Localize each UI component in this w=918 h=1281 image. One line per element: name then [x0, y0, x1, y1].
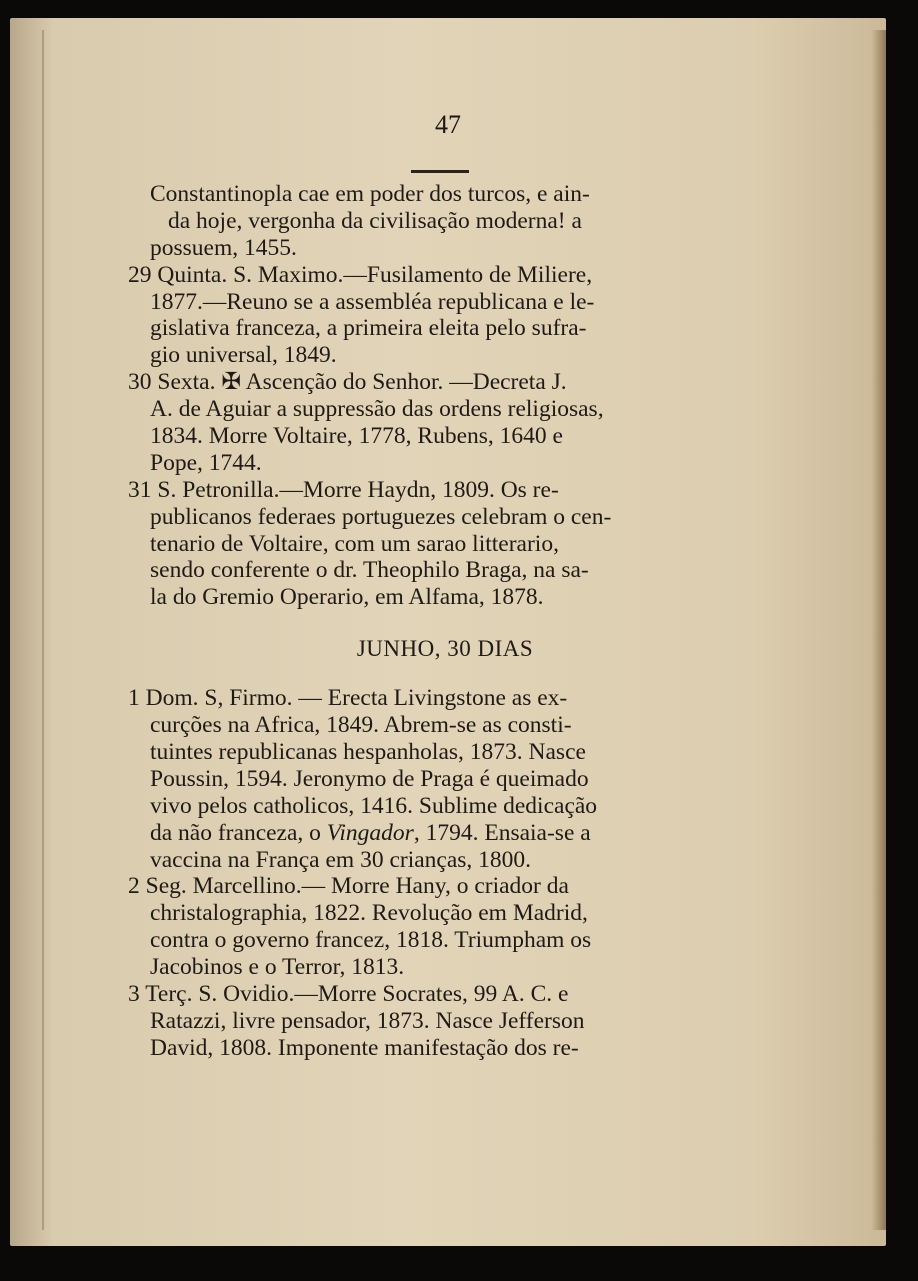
vingador-title: Vingador [326, 819, 414, 846]
text-line: vivo pelos catholicos, 1416. Sublime dedicação [150, 792, 598, 819]
month-heading: JUNHO, 30 DIAS [356, 636, 534, 662]
page-text [128, 181, 750, 1062]
book-page [10, 18, 886, 1246]
text-line: la do Gremio Operario, em Alfama, 1878. [150, 584, 544, 611]
text-line: A. de Aguiar a suppressão das ordens religiosas, [150, 396, 604, 423]
page-number: 47 [435, 110, 461, 139]
text-segment: , 1794. Ensaia-se a [413, 819, 591, 846]
spacer [150, 677, 750, 685]
text-line: tenario de Voltaire, com um sarao litterario, [150, 530, 559, 557]
text-line: Ratazzi, livre pensador, 1873. Nasce Jefferson [150, 1007, 585, 1034]
text-line: curções na Africa, 1849. Abrem-se as consti- [150, 712, 572, 739]
calendar-entry-1: 1 Dom. S, Firmo. — Erecta Livingstone as ex- [128, 685, 568, 712]
text-line: Poussin, 1594. Jeronymo de Praga é queimado [150, 765, 589, 792]
text-line: possuem, 1455. [150, 234, 297, 261]
text-line: vaccina na França em 30 crianças, 1800. [150, 846, 532, 873]
text-line: 1877.—Reuno se a assembléa republicana e le- [150, 288, 595, 315]
calendar-entry-31: 31 S. Petronilla.—Morre Haydn, 1809. Os re- [128, 476, 559, 503]
calendar-entry-29: 29 Quinta. S. Maximo.—Fusilamento de Miliere, [128, 261, 593, 288]
text-segment: da não franceza, o [150, 819, 321, 846]
calendar-entry-30: 30 Sexta. ✠ Ascenção do Senhor. —Decreta J. [128, 369, 567, 396]
text-line: Constantinopla cae em poder dos turcos, e ain- [150, 181, 590, 207]
text-line: 1834. Morre Voltaire, 1778, Rubens, 1640 e [150, 423, 563, 450]
header-rule [411, 170, 469, 173]
text-line: contra o governo francez, 1818. Triumpham os [150, 927, 592, 954]
page-edge [872, 30, 886, 1230]
text-line: sendo conferente o dr. Theophilo Braga, na sa- [150, 557, 589, 584]
text-line: David, 1808. Imponente manifestação dos re- [150, 1034, 579, 1061]
text-line: tuintes republicanas hespanholas, 1873. Nasce [150, 739, 586, 766]
calendar-entry-2: 2 Seg. Marcellino.— Morre Hany, o criador da [128, 873, 569, 900]
calendar-entry-3: 3 Terç. S. Ovidio.—Morre Socrates, 99 A. C. e [128, 981, 569, 1008]
text-line: christalographia, 1822. Revolução em Madrid, [150, 900, 588, 927]
text-line-vingador [150, 820, 750, 847]
text-line: gislativa franceza, a primeira eleita pelo sufra- [150, 315, 587, 342]
text-line: Pope, 1744. [150, 449, 262, 476]
text-line: publicanos federaes portuguezes celebram o cen- [150, 503, 612, 530]
text-line: gio universal, 1849. [150, 342, 337, 369]
text-line: da hoje, vergonha da civilisação moderna! a [168, 207, 582, 234]
text-line: Jacobinos e o Terror, 1813. [150, 954, 405, 981]
